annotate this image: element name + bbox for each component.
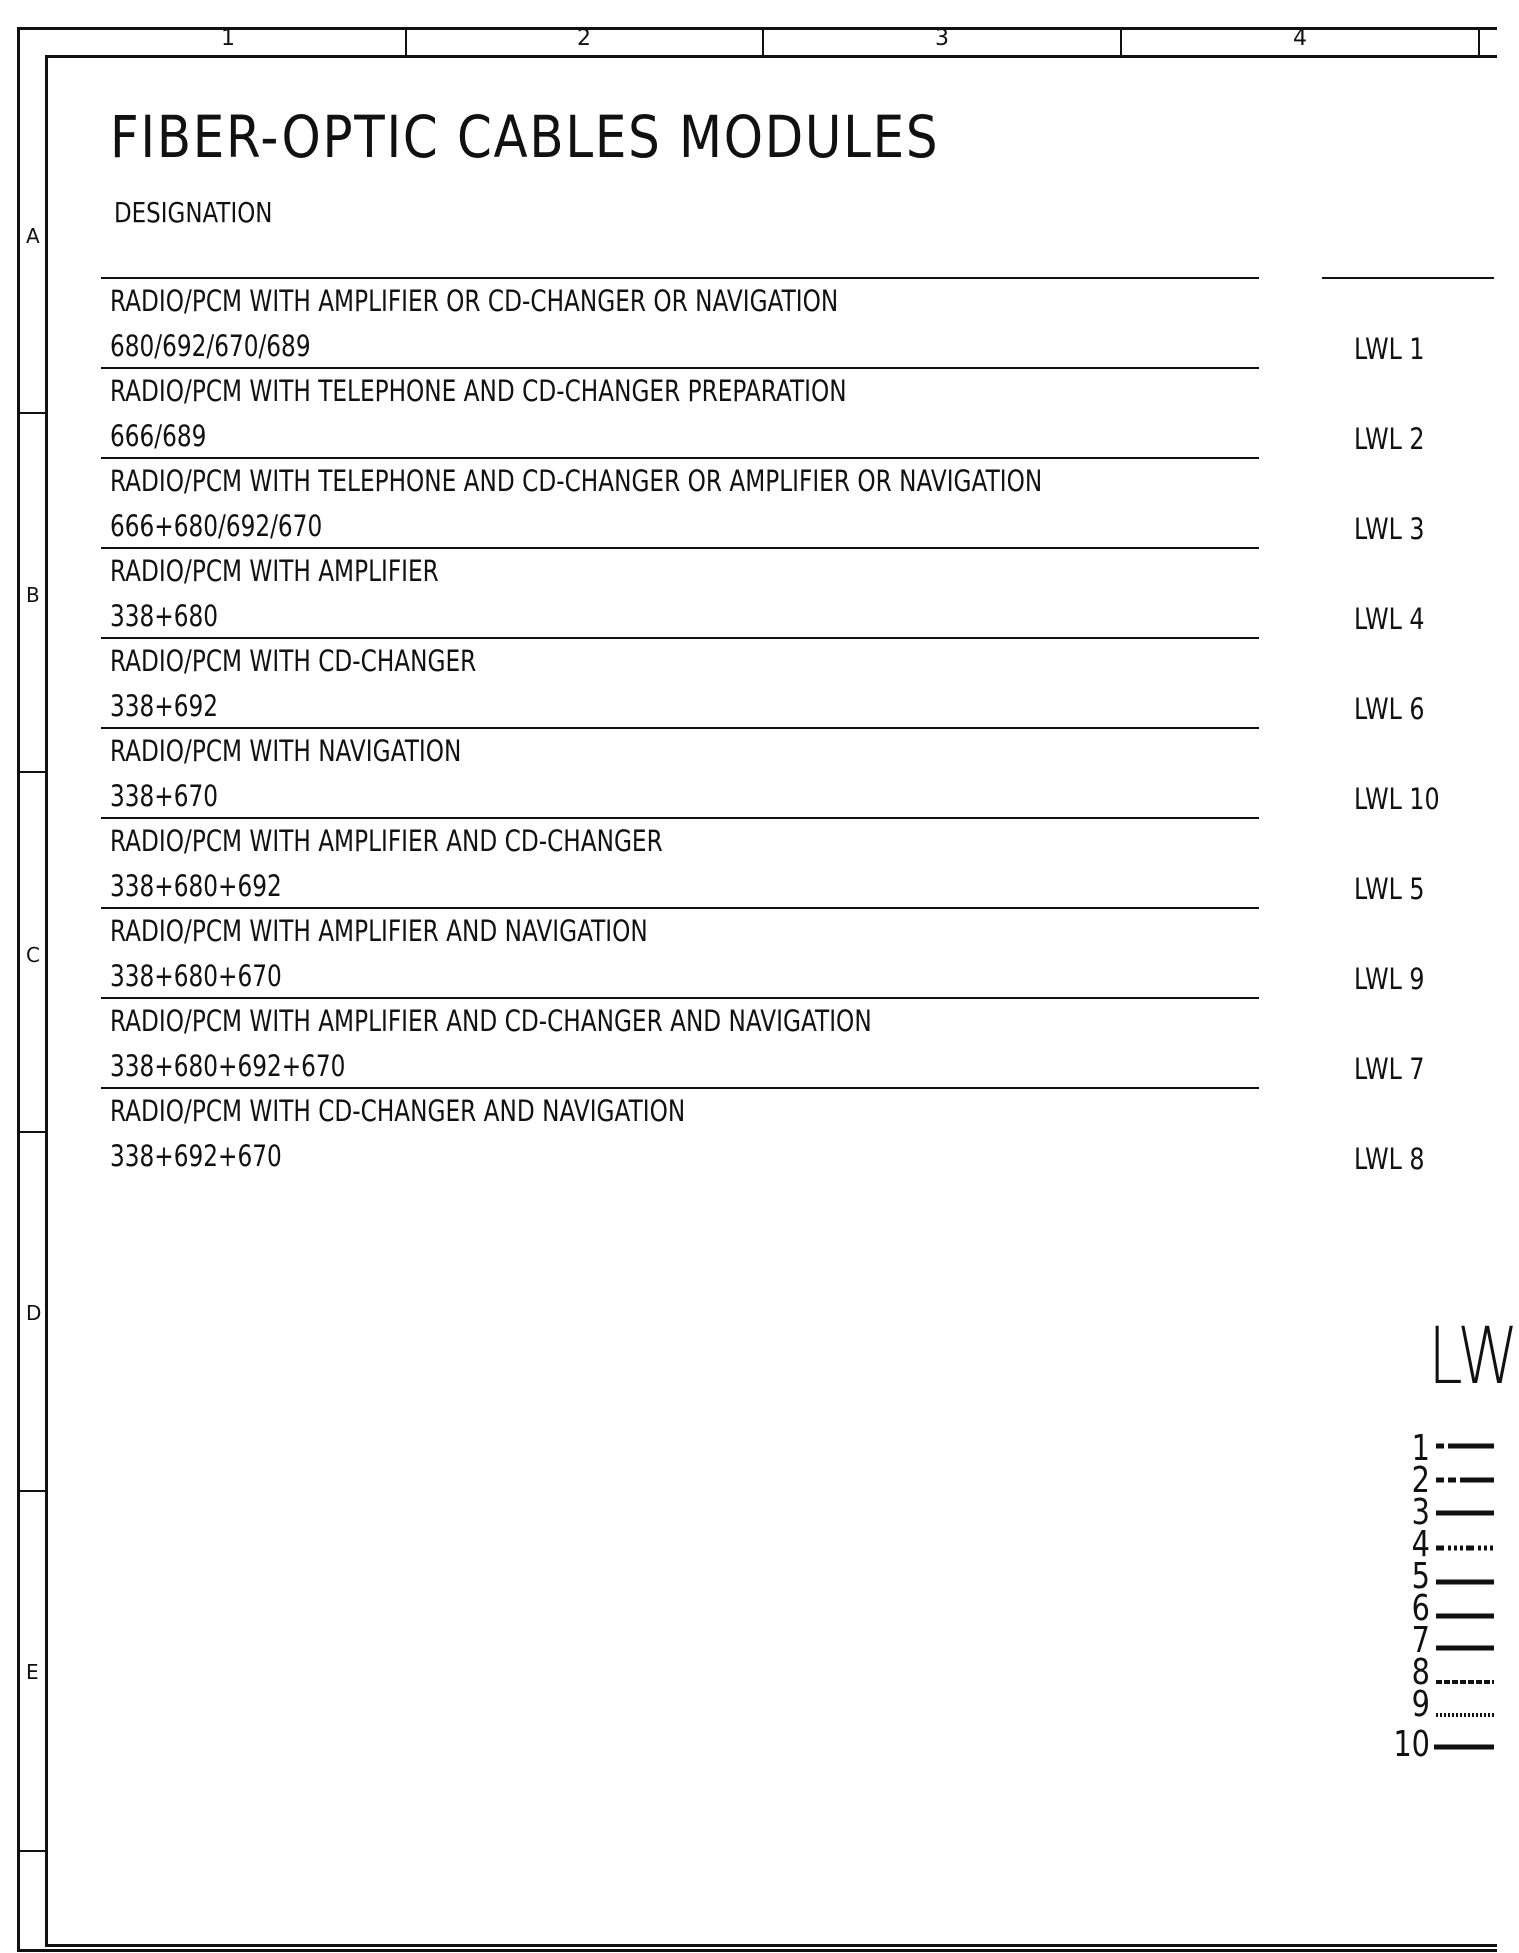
row-label-d: D	[26, 1301, 42, 1325]
row-rule	[101, 1087, 1259, 1089]
row-codes: 666+680/692/670	[110, 509, 323, 543]
row-lwl-label: LWL 1	[1354, 332, 1425, 366]
row-divider	[20, 1850, 47, 1852]
row-codes: 338+680	[110, 599, 219, 633]
row-description: RADIO/PCM WITH AMPLIFIER	[110, 554, 439, 588]
row-rule	[101, 457, 1259, 459]
row-codes: 338+692	[110, 689, 219, 723]
legend-number: 3	[1411, 1492, 1430, 1533]
row-codes: 338+680+670	[110, 959, 282, 993]
column-divider	[1478, 30, 1480, 58]
row-lwl-label: LWL 9	[1354, 962, 1425, 996]
legend-number: 2	[1411, 1460, 1430, 1501]
row-description: RADIO/PCM WITH AMPLIFIER AND CD-CHANGER AND NAVIGATION	[110, 1004, 872, 1038]
designation-heading: DESIGNATION	[114, 196, 273, 229]
row-lwl-label: LWL 3	[1354, 512, 1425, 546]
row-label-c: C	[26, 943, 40, 967]
row-label-b: B	[26, 583, 40, 607]
table-top-rule	[101, 277, 1259, 279]
row-codes: 338+692+670	[110, 1139, 282, 1173]
row-description: RADIO/PCM WITH TELEPHONE AND CD-CHANGER OR AMPLIFIER OR NAVIGATION	[110, 464, 1043, 498]
row-description: RADIO/PCM WITH AMPLIFIER OR CD-CHANGER OR NAVIGATION	[110, 284, 839, 318]
row-rule	[101, 997, 1259, 999]
legend-line-samples	[1434, 1430, 1494, 1750]
row-lwl-label: LWL 5	[1354, 872, 1425, 906]
row-lwl-label: LWL 4	[1354, 602, 1425, 636]
legend-number: 10	[1393, 1724, 1430, 1765]
row-codes: 338+680+692+670	[110, 1049, 346, 1083]
row-lwl-label: LWL 6	[1354, 692, 1425, 726]
row-rule	[101, 727, 1259, 729]
lwl-column-top-rule	[1322, 277, 1494, 279]
column-divider	[1120, 30, 1122, 58]
row-lwl-label: LWL 2	[1354, 422, 1425, 456]
legend-number: 1	[1411, 1428, 1430, 1469]
row-description: RADIO/PCM WITH NAVIGATION	[110, 734, 462, 768]
row-description: RADIO/PCM WITH AMPLIFIER AND CD-CHANGER	[110, 824, 663, 858]
row-divider	[20, 1490, 47, 1492]
row-description: RADIO/PCM WITH AMPLIFIER AND NAVIGATION	[110, 914, 648, 948]
column-label-2: 2	[577, 26, 591, 51]
row-label-e: E	[26, 1660, 39, 1684]
legend-number: 8	[1411, 1652, 1430, 1693]
row-rule	[101, 367, 1259, 369]
row-rule	[101, 547, 1259, 549]
legend-title: LW	[1428, 1312, 1519, 1402]
column-label-4: 4	[1293, 26, 1307, 51]
row-label-a: A	[26, 224, 40, 248]
column-label-3: 3	[935, 26, 949, 51]
row-lwl-label: LWL 8	[1354, 1142, 1425, 1176]
row-description: RADIO/PCM WITH CD-CHANGER AND NAVIGATION	[110, 1094, 686, 1128]
column-label-1: 1	[221, 26, 235, 51]
column-divider	[405, 30, 407, 58]
row-rule	[101, 907, 1259, 909]
legend-number: 6	[1411, 1588, 1430, 1629]
row-rule	[101, 817, 1259, 819]
legend-number: 7	[1411, 1620, 1430, 1661]
row-rule	[101, 637, 1259, 639]
row-lwl-label: LWL 7	[1354, 1052, 1425, 1086]
row-description: RADIO/PCM WITH TELEPHONE AND CD-CHANGER PREPARATION	[110, 374, 847, 408]
row-divider	[20, 1131, 47, 1133]
row-divider	[20, 771, 47, 773]
row-lwl-label: LWL 10	[1354, 782, 1440, 816]
legend-number: 4	[1411, 1524, 1430, 1565]
row-codes: 680/692/670/689	[110, 329, 311, 363]
row-codes: 338+670	[110, 779, 219, 813]
row-description: RADIO/PCM WITH CD-CHANGER	[110, 644, 477, 678]
column-divider	[762, 30, 764, 58]
legend-number: 5	[1411, 1556, 1430, 1597]
row-codes: 338+680+692	[110, 869, 282, 903]
row-codes: 666/689	[110, 419, 207, 453]
row-divider	[20, 412, 47, 414]
legend-number: 9	[1411, 1684, 1430, 1725]
page-title: FIBER-OPTIC CABLES MODULES	[110, 103, 940, 171]
